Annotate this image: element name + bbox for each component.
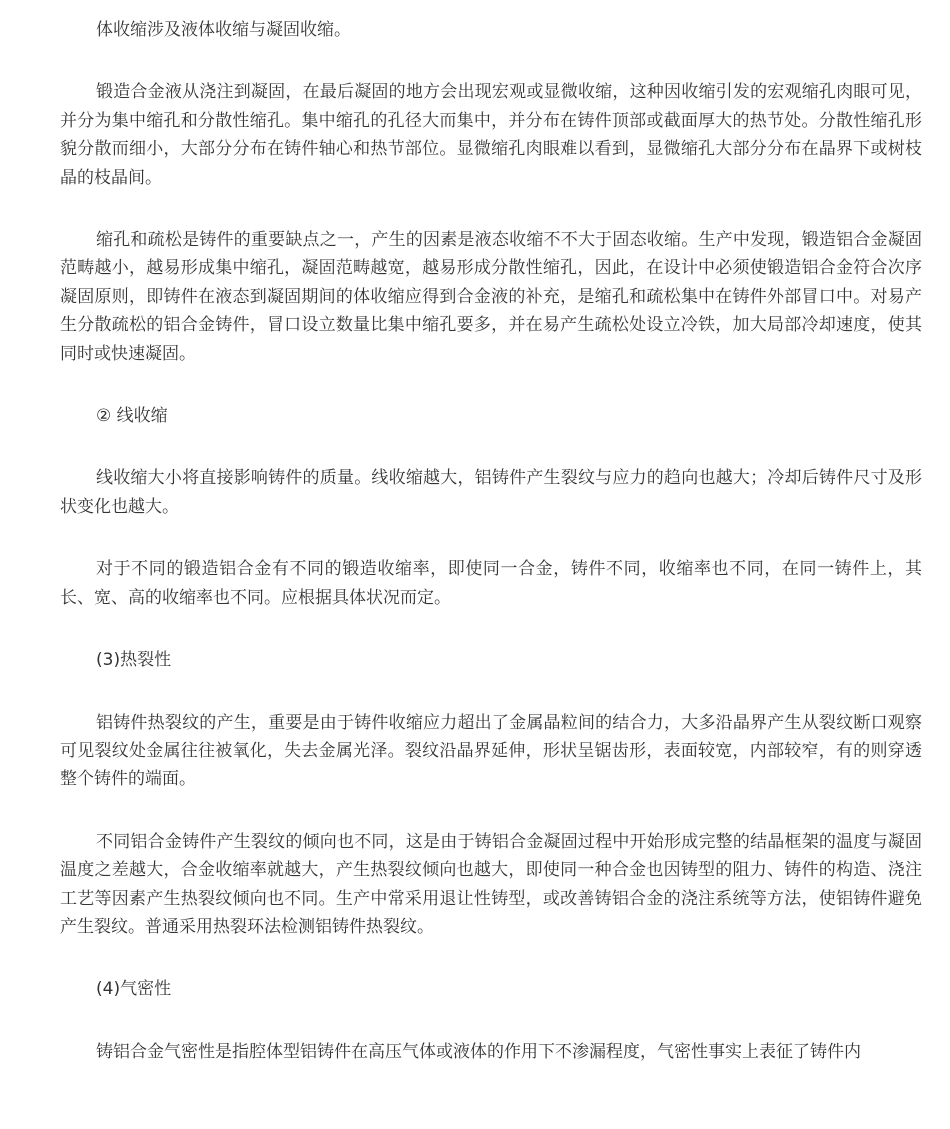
paragraph-porosity-defects: 缩孔和疏松是铸件的重要缺点之一，产生的因素是液态收缩不不大于固态收缩。生产中发现，锻造铝合金凝固范畴越小，越易形成集中缩孔，凝固范畴越宽，越易形成分散性缩孔，因此，在设计中必须使锻造铝合金符合次序凝固原则，即铸件在液态到凝固期间的体收缩应得到合金液的补充，是缩孔和疏松集中在铸件外部冒口中。对易产生分散疏松的铝合金铸件，冒口设立数量比集中缩孔要多，并在易产生疏松处设立冷铁，加大局部冷却速度，使其同时或快速凝固。 [60,230,922,364]
section-heading-hot-cracking: (3)热裂性 [96,650,172,671]
paragraph-linear-shrinkage: 线收缩大小将直接影响铸件的质量。线收缩越大，铝铸件产生裂纹与应力的趋向也越大；冷却后铸件尺寸及形状变化也越大。 [60,468,922,517]
paragraph-hot-crack-origin: 铝铸件热裂纹的产生，重要是由于铸件收缩应力超出了金属晶粒间的结合力，大多沿晶界产生从裂纹断口观察可见裂纹处金属往往被氧化，失去金属光泽。裂纹沿晶界延伸，形状呈锯齿形，表面较宽，内部较窄，有的则穿透整个铸件的端面。 [60,712,922,790]
section-heading-air-tightness: (4)气密性 [96,979,172,1000]
paragraph-volume-shrinkage: 体收缩涉及液体收缩与凝固收缩。 [96,20,351,40]
paragraph-air-tightness: 铸铝合金气密性是指腔体型铝铸件在高压气体或液体的作用下不渗漏程度，气密性事实上表征了铸件内 [96,1041,861,1062]
paragraph-crack-tendency: 不同铝合金铸件产生裂纹的倾向也不同，这是由于铸铝合金凝固过程中开始形成完整的结晶框架的温度与凝固温度之差越大，合金收缩率就越大，产生热裂纹倾向也越大，即使同一种合金也因铸型的阻力、铸件的构造、浇注工艺等因素产生热裂纹倾向也不同。生产中常采用退让性铸型，或改善铸铝合金的浇注系统等方法，使铝铸件避免产生裂纹。普通采用热裂环法检测铝铸件热裂纹。 [60,831,922,937]
paragraph-shrinkage-cavities: 锻造合金液从浇注到凝固，在最后凝固的地方会出现宏观或显微收缩，这种因收缩引发的宏观缩孔肉眼可见，并分为集中缩孔和分散性缩孔。集中缩孔的孔径大而集中，并分布在铸件顶部或截面厚大的热节处。分散性缩孔形貌分散而细小，大部分分布在铸件轴心和热节部位。显微缩孔肉眼难以看到，显微缩孔大部分分布在晶界下或树枝晶的枝晶间。 [60,82,922,188]
paragraph-shrinkage-rate: 对于不同的锻造铝合金有不同的锻造收缩率，即使同一合金，铸件不同，收缩率也不同，在同一铸件上，其长、宽、高的收缩率也不同。应根据具体状况而定。 [60,559,922,608]
section-heading-linear-shrinkage: ② 线收缩 [96,406,168,427]
article-body [60,16,922,1100]
